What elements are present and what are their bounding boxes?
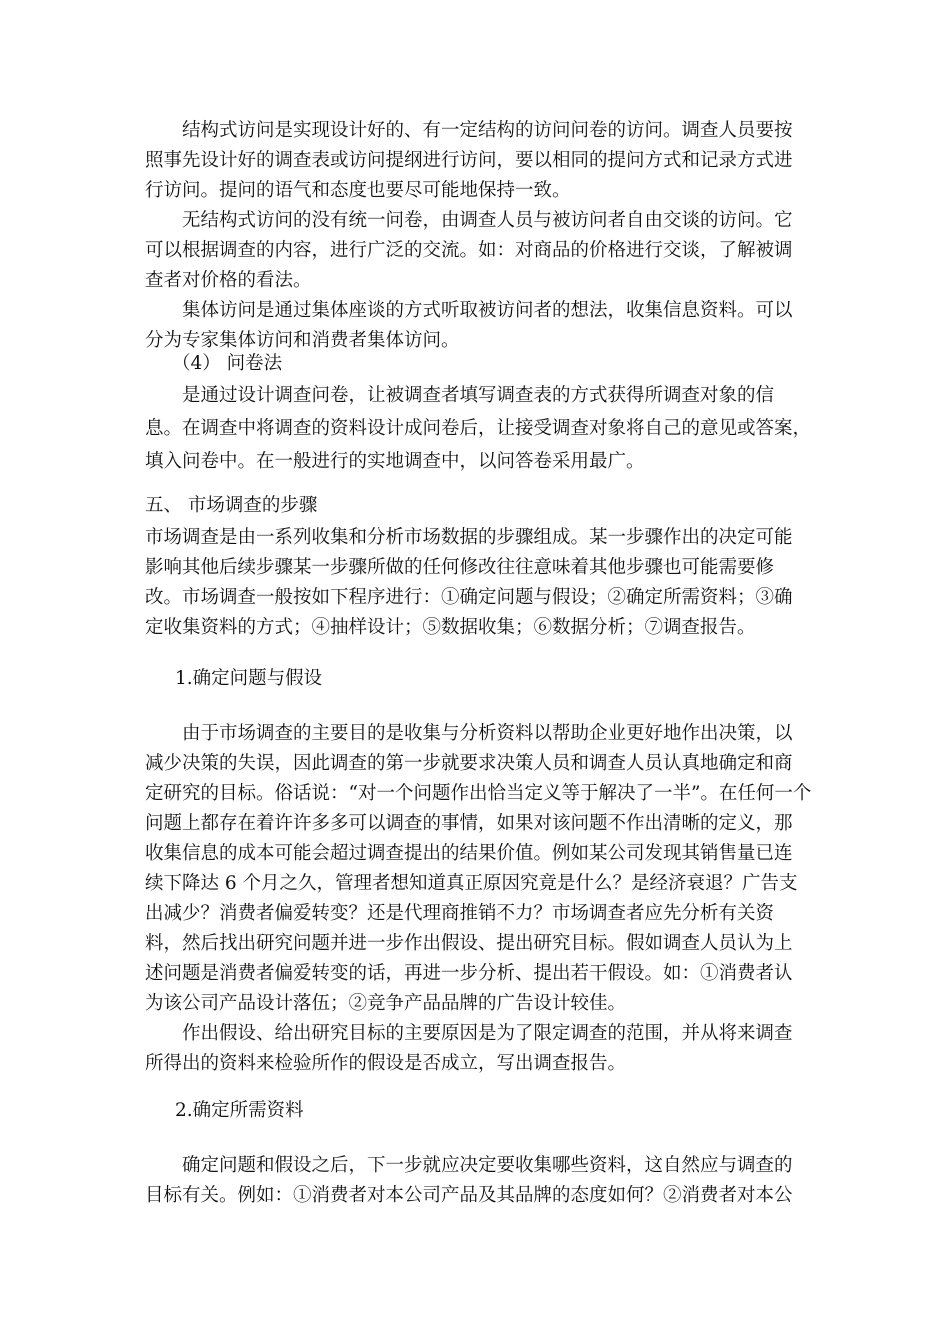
text-line: 出减少？消费者偏爱转变？还是代理商推销不力？市场调查者应先分析有关资 [145, 903, 775, 924]
text-line: 收集信息的成本可能会超过调查提出的结果价值。例如某公司发现其销售量已连 [145, 843, 793, 864]
text-line: 目标有关。例如：①消费者对本公司产品及其品牌的态度如何？②消费者对本公 [145, 1185, 793, 1206]
text-line: 息。在调查中将调查的资料设计成问卷后，让接受调查对象将自己的意见或答案， [145, 418, 812, 439]
text-line: 定收集资料的方式；④抽样设计；⑤数据收集；⑥数据分析；⑦调查报告。 [145, 617, 756, 638]
text-line: 为该公司产品设计落伍；②竞争产品品牌的广告设计较佳。 [145, 993, 627, 1014]
text-line: 作出假设、给出研究目标的主要原因是为了限定调查的范围，并从将来调查 [182, 1023, 793, 1044]
text-line: 问题上都存在着许许多多可以调查的事情，如果对该问题不作出清晰的定义，那 [145, 813, 793, 834]
paragraph-unstructured-interview [145, 206, 813, 296]
text-line: 定研究的目标。俗话说：“对一个问题作出恰当定义等于解决了一半”。在任何一个 [145, 783, 812, 804]
text-line: 市场调查是由一系列收集和分析市场数据的步骤组成。某一步骤作出的决定可能 [145, 527, 793, 548]
text-line: 无结构式访问的没有统一问卷，由调查人员与被访问者自由交谈的访问。它 [182, 210, 793, 231]
text-line: 结构式访问是实现设计好的、有一定结构的访问问卷的访问。调查人员要按 [182, 120, 793, 141]
text-line: 由于市场调查的主要目的是收集与分析资料以帮助企业更好地作出决策，以 [182, 723, 793, 744]
text-line: 行访问。提问的语气和态度也要尽可能地保持一致。 [145, 180, 571, 201]
text-line: 减少决策的失误，因此调查的第一步就要求决策人员和调查人员认真地确定和商 [145, 753, 793, 774]
heading-questionnaire: （4） 问卷法 [172, 353, 283, 374]
text-line: 照事先设计好的调查表或访问提纲进行访问，要以相同的提问方式和记录方式进 [145, 150, 793, 171]
text-line: 料，然后找出研究问题并进一步作出假设、提出研究目标。假如调查人员认为上 [145, 933, 793, 954]
text-line: 所得出的资料来检验所作的假设是否成立，写出调查报告。 [145, 1053, 627, 1074]
text-line: 续下降达 6 个月之久，管理者想知道真正原因究竟是什么？是经济衰退？广告支 [145, 873, 798, 894]
paragraph-group-interview [145, 296, 813, 356]
paragraph-research-steps [145, 523, 845, 643]
paragraph-structured-interview [145, 116, 813, 206]
text-line: 影响其他后续步骤某一步骤所做的任何修改往往意味着其他步骤也可能需要修 [145, 557, 775, 578]
paragraph-hypothesis-purpose [145, 1019, 813, 1079]
text-line: 分为专家集体访问和消费者集体访问。 [145, 330, 460, 351]
text-line: 查者对价格的看法。 [145, 270, 312, 291]
paragraph-required-data [145, 1151, 813, 1211]
text-line: 述问题是消费者偏爱转变的话，再进一步分析、提出若干假设。如：①消费者认 [145, 963, 793, 984]
text-line: 集体访问是通过集体座谈的方式听取被访问者的想法，收集信息资料。可以 [182, 300, 793, 321]
heading-section-five: 五、 市场调查的步骤 [145, 495, 318, 516]
subheading-required-data: 2.确定所需资料 [175, 1100, 304, 1121]
text-line: 改。市场调查一般按如下程序进行：①确定问题与假设；②确定所需资料；③确 [145, 587, 793, 608]
paragraph-questionnaire [145, 379, 813, 478]
text-line: 是通过设计调查问卷，让被调查者填写调查表的方式获得所调查对象的信 [182, 385, 775, 406]
text-line: 填入问卷中。在一般进行的实地调查中，以问答卷采用最广。 [145, 451, 645, 472]
subheading-define-problem: 1.确定问题与假设 [175, 668, 323, 689]
text-line: 可以根据调查的内容，进行广泛的交流。如：对商品的价格进行交谈，了解被调 [145, 240, 793, 261]
text-line: 确定问题和假设之后，下一步就应决定要收集哪些资料，这自然应与调查的 [182, 1155, 793, 1176]
paragraph-define-problem [145, 719, 813, 1019]
